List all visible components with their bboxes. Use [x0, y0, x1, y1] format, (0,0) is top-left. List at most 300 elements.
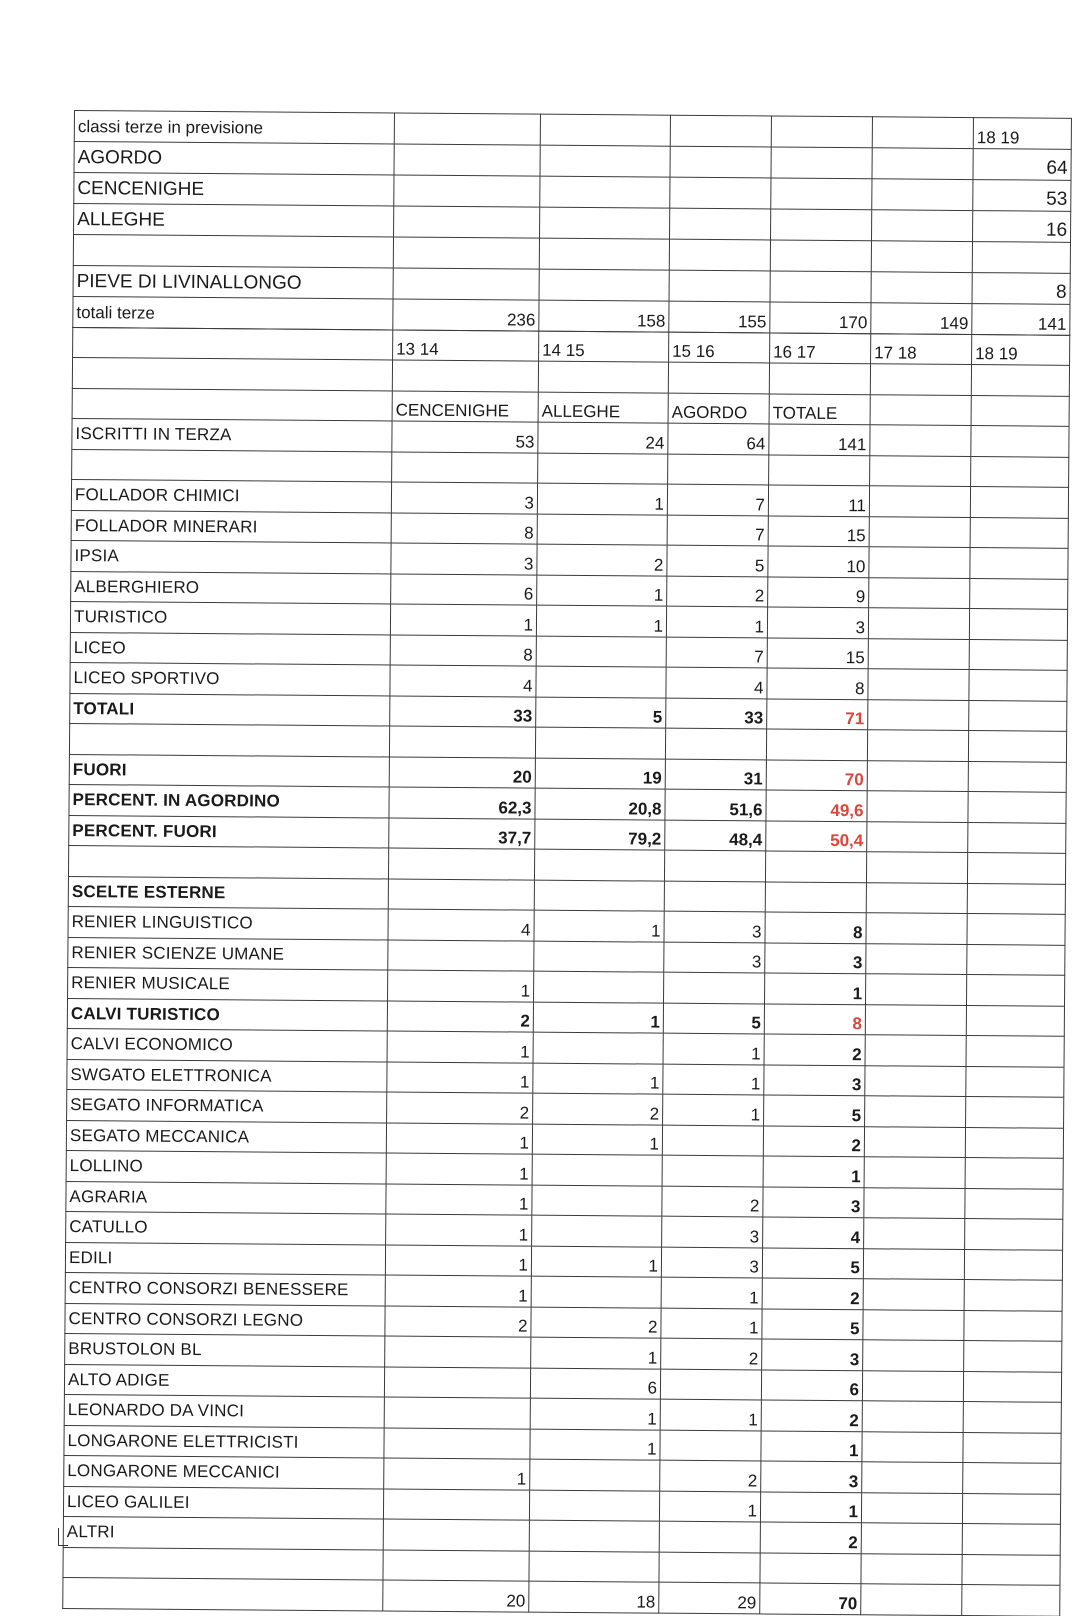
table-cell: 20 [383, 1580, 529, 1612]
table-cell [383, 1549, 529, 1581]
table-cell: AGORDO [668, 393, 769, 424]
table-cell: 141 [972, 304, 1070, 336]
table-cell [970, 517, 1068, 548]
table-cell: 8 [765, 912, 866, 943]
table-cell: 18 19 [973, 118, 1071, 150]
table-cell: 5 [762, 1308, 863, 1339]
table-cell [966, 1036, 1064, 1067]
table-cell [866, 974, 967, 1005]
table-cell [393, 237, 539, 269]
table-cell: 1 [385, 1275, 531, 1307]
table-cell [967, 883, 1065, 914]
table-cell [967, 853, 1065, 884]
table-cell: 1 [760, 1491, 861, 1522]
table-cell [394, 144, 540, 176]
table-cell: 1 [661, 1308, 762, 1339]
table-cell [384, 1427, 530, 1459]
table-cell [866, 882, 967, 913]
row-label: CENTRO CONSORZI LEGNO [65, 1303, 385, 1336]
row-label: LICEO SPORTIVO [70, 662, 390, 695]
table-cell [866, 913, 967, 944]
table-cell [533, 1032, 663, 1064]
row-label: TURISTICO [70, 601, 390, 634]
table-cell [534, 941, 664, 973]
row-label: RENIER MUSICALE [68, 967, 388, 1000]
table-cell: 8 [390, 635, 536, 667]
table-cell: 1 [533, 1002, 663, 1034]
table-cell [662, 1155, 763, 1186]
table-cell: 1 [765, 973, 866, 1004]
table-cell [872, 148, 973, 180]
row-label: LICEO GALILEI [63, 1486, 383, 1519]
table-cell: 1 [663, 1094, 764, 1125]
row-label: ISCRITTI IN TERZA [72, 418, 392, 451]
table-cell [662, 1125, 763, 1156]
table-cell [969, 700, 1067, 731]
table-cell [393, 268, 539, 300]
table-cell [540, 145, 670, 177]
row-label [63, 1547, 383, 1580]
row-label [72, 388, 392, 421]
table-cell: 79,2 [535, 819, 665, 851]
table-cell: 4 [763, 1217, 864, 1248]
table-cell [969, 670, 1067, 701]
table-cell: 155 [669, 301, 770, 333]
row-label [68, 845, 388, 878]
table-cell: 2 [537, 544, 667, 576]
table-cell: 170 [770, 302, 871, 334]
table-cell: 3 [767, 607, 868, 638]
row-label: TOTALI [70, 693, 390, 726]
row-label: PIEVE DI LIVINALLONGO [73, 265, 393, 299]
row-label: BRUSTOLON BL [65, 1333, 385, 1366]
table-cell [668, 362, 769, 393]
table-cell [962, 1585, 1060, 1616]
table-cell [532, 1185, 662, 1217]
table-cell [870, 425, 971, 456]
row-label [72, 449, 392, 482]
table-cell: 8 [391, 513, 537, 545]
table-cell: 2 [761, 1400, 862, 1431]
table-cell [385, 1336, 531, 1368]
table-cell: 20 [389, 756, 535, 788]
table-cell [670, 208, 771, 240]
row-label [73, 235, 393, 269]
table-cell [861, 1492, 962, 1523]
table-cell: 5 [536, 697, 666, 729]
table-cell: 1 [763, 1156, 864, 1187]
table-cell: 3 [391, 482, 537, 514]
table-cell [392, 360, 538, 392]
table-cell [867, 760, 968, 791]
table-cell: 149 [871, 303, 972, 335]
table-cell: 64 [973, 149, 1071, 181]
table-cell [965, 1158, 1063, 1189]
table-cell: 1 [534, 910, 664, 942]
table-cell [872, 117, 973, 149]
table-cell: TOTALE [769, 393, 870, 424]
table-cell: 3 [391, 543, 537, 575]
table-cell [863, 1279, 964, 1310]
row-label: SWGATO ELETTRONICA [67, 1059, 387, 1092]
table-cell [963, 1463, 1061, 1494]
table-cell [536, 666, 666, 698]
table-cell [966, 1097, 1064, 1128]
table-cell [972, 242, 1070, 274]
table-cell: 70 [766, 759, 867, 790]
table-cell: 8 [767, 668, 868, 699]
table-cell [970, 578, 1068, 609]
table-cell: 15 [768, 515, 869, 546]
table-cell: 1 [660, 1399, 761, 1430]
row-label: ALLEGHE [74, 204, 394, 238]
table-cell: 6 [761, 1369, 862, 1400]
table-cell: 2 [760, 1522, 861, 1553]
table-cell: 51,6 [665, 789, 766, 820]
table-cell [966, 975, 1064, 1006]
table-cell [970, 487, 1068, 518]
row-label: FUORI [69, 754, 389, 787]
table-cell [962, 1524, 1060, 1555]
table-cell [869, 547, 970, 578]
row-label: ALTO ADIGE [64, 1364, 384, 1397]
row-label [63, 1577, 383, 1610]
table-cell: 2 [387, 1092, 533, 1124]
page-edge-mark [58, 1528, 59, 1546]
table-cell [865, 1096, 966, 1127]
table-cell: 2 [533, 1093, 663, 1125]
table-cell [771, 209, 872, 241]
table-cell [766, 729, 867, 760]
table-cell [871, 210, 972, 242]
table-cell [760, 1552, 861, 1583]
table-cell [394, 113, 540, 145]
table-cell [394, 206, 540, 238]
table-cell [394, 175, 540, 207]
table-cell: 3 [664, 911, 765, 942]
table-cell: 5 [764, 1095, 865, 1126]
table-cell [388, 848, 534, 880]
table-cell: 1 [761, 1430, 862, 1461]
table-cell: 37,7 [389, 817, 535, 849]
row-label: totali terze [73, 296, 393, 330]
table-cell: 1 [663, 1033, 764, 1064]
table-cell: 53 [392, 421, 538, 453]
table-cell: 1 [532, 1124, 662, 1156]
table-cell: 158 [539, 300, 669, 332]
table-cell [536, 636, 666, 668]
row-label: PERCENT. FUORI [69, 815, 389, 848]
table-cell: 141 [769, 424, 870, 455]
table-cell: 4 [390, 665, 536, 697]
table-cell [971, 426, 1069, 457]
table-cell [868, 669, 969, 700]
table-cell: 18 19 [972, 334, 1070, 365]
table-row [63, 1577, 1060, 1615]
table-cell: 2 [667, 576, 768, 607]
row-label: SEGATO INFORMATICA [67, 1089, 387, 1122]
table-cell: 15 [767, 637, 868, 668]
table-cell: 2 [387, 1000, 533, 1032]
table-cell [869, 516, 970, 547]
table-cell [532, 1215, 662, 1247]
table-cell: 1 [387, 1031, 533, 1063]
table-cell: 1 [533, 1063, 663, 1095]
table-cell [538, 361, 668, 393]
table-cell [964, 1341, 1062, 1372]
row-label: ALBERGHIERO [71, 571, 391, 604]
table-cell: CENCENIGHE [392, 391, 538, 423]
table-cell [869, 486, 970, 517]
table-cell: 33 [390, 695, 536, 727]
table-cell [867, 730, 968, 761]
table-cell [963, 1432, 1061, 1463]
table-cell [864, 1187, 965, 1218]
table-cell [529, 1551, 659, 1583]
table-cell [871, 241, 972, 273]
table-cell: ALLEGHE [538, 392, 668, 424]
table-cell [659, 1552, 760, 1583]
table-cell: 1 [387, 1061, 533, 1093]
table-cell: 1 [531, 1337, 661, 1369]
table-cell: 1 [661, 1277, 762, 1308]
table-cell: 14 15 [539, 331, 669, 363]
table-cell [971, 395, 1069, 426]
row-label: RENIER LINGUISTICO [68, 906, 388, 939]
table-cell [539, 238, 669, 270]
table-cell: 3 [765, 942, 866, 973]
table-cell: 62,3 [389, 787, 535, 819]
table-cell: 6 [530, 1368, 660, 1400]
table-cell [539, 269, 669, 301]
table-cell [963, 1371, 1061, 1402]
table-cell [392, 452, 538, 484]
table-cell: 2 [763, 1125, 864, 1156]
row-label: LOLLINO [66, 1150, 386, 1183]
table-cell [861, 1523, 962, 1554]
table-cell [771, 178, 872, 210]
table-cell [862, 1462, 963, 1493]
table-cell [669, 239, 770, 271]
table-cell [868, 638, 969, 669]
table-cell [534, 880, 664, 912]
table-cell [864, 1157, 965, 1188]
table-cell: 19 [535, 758, 665, 790]
table-cell [771, 147, 872, 179]
table-cell: 1 [666, 606, 767, 637]
row-label: PERCENT. IN AGORDINO [69, 784, 389, 817]
table-cell: 4 [666, 667, 767, 698]
table-cell: 3 [664, 942, 765, 973]
table-cell [534, 971, 664, 1003]
table-cell [863, 1248, 964, 1279]
row-label: LONGARONE MECCANICI [64, 1455, 384, 1488]
table-cell [968, 761, 1066, 792]
table-cell [660, 1430, 761, 1461]
table-cell: 71 [767, 698, 868, 729]
table-cell [765, 851, 866, 882]
table-cell: 1 [530, 1429, 660, 1461]
table-cell [668, 454, 769, 485]
table-cell [867, 821, 968, 852]
row-label: CATULLO [66, 1211, 386, 1244]
row-label: CENTRO CONSORZI BENESSERE [65, 1272, 385, 1305]
table-cell: 8 [764, 1003, 865, 1034]
table-cell [964, 1249, 1062, 1280]
table-cell [869, 577, 970, 608]
table-cell [864, 1218, 965, 1249]
page-edge-tick [58, 1545, 68, 1546]
table-cell [388, 939, 534, 971]
table-cell [664, 881, 765, 912]
table-cell [866, 943, 967, 974]
table-cell [862, 1370, 963, 1401]
table-cell: 6 [391, 574, 537, 606]
table-cell [971, 365, 1069, 396]
table-cell: 1 [386, 1122, 532, 1154]
table-cell: 64 [668, 423, 769, 454]
table-cell: 53 [973, 180, 1071, 212]
table-cell: 1 [531, 1246, 661, 1278]
table-cell: 29 [659, 1582, 760, 1613]
row-label: FOLLADOR CHIMICI [71, 479, 391, 512]
table-cell [969, 609, 1067, 640]
table-cell [531, 1276, 661, 1308]
row-label: LEONARDO DA VINCI [64, 1394, 384, 1427]
row-label: CALVI TURISTICO [67, 998, 387, 1031]
table-cell: 1 [390, 604, 536, 636]
row-label: LICEO [70, 632, 390, 665]
table-cell [771, 116, 872, 148]
table-cell [965, 1127, 1063, 1158]
table-cell: 10 [768, 546, 869, 577]
row-label: classi terze in previsione [74, 111, 394, 145]
table-cell: 15 16 [669, 332, 770, 363]
table-cell: 50,4 [766, 820, 867, 851]
table-cell [770, 271, 871, 303]
table-cell: 1 [537, 483, 667, 515]
table-cell [388, 878, 534, 910]
table-cell: 49,6 [766, 790, 867, 821]
table-cell [529, 1520, 659, 1552]
row-label: LONGARONE ELETTRICISTI [64, 1425, 384, 1458]
row-label [69, 723, 389, 756]
table-cell [540, 176, 670, 208]
table-cell [537, 514, 667, 546]
row-label: SCELTE ESTERNE [68, 876, 388, 909]
table-cell: 1 [537, 575, 667, 607]
table-cell: 2 [660, 1460, 761, 1491]
table-cell [389, 726, 535, 758]
table-cell [871, 272, 972, 304]
row-label: RENIER SCIENZE UMANE [68, 937, 388, 970]
table-cell: 11 [768, 485, 869, 516]
table-cell: 13 14 [393, 330, 539, 362]
table-cell [769, 454, 870, 485]
table-cell [538, 453, 668, 485]
table-cell [530, 1459, 660, 1491]
table-cell [865, 1004, 966, 1035]
table-cell: 70 [760, 1583, 861, 1614]
row-label [73, 327, 393, 360]
table-cell: 48,4 [665, 820, 766, 851]
table-cell: 4 [388, 909, 534, 941]
table-cell [962, 1493, 1060, 1524]
table-cell: 1 [388, 970, 534, 1002]
table-cell: 1 [385, 1244, 531, 1276]
table-cell [384, 1366, 530, 1398]
table-cell: 16 17 [770, 332, 871, 363]
table-cell: 31 [665, 759, 766, 790]
row-label: SEGATO MECCANICA [66, 1120, 386, 1153]
table-cell: 1 [386, 1153, 532, 1185]
table-cell: 1 [384, 1458, 530, 1490]
table-cell [769, 363, 870, 394]
table-cell: 2 [661, 1338, 762, 1369]
row-label: CALVI ECONOMICO [67, 1028, 387, 1061]
table-cell [540, 114, 670, 146]
table-cell [535, 727, 665, 759]
table-cell [670, 177, 771, 209]
table-cell [970, 548, 1068, 579]
table-cell [540, 207, 670, 239]
table-cell [962, 1554, 1060, 1585]
table-cell: 33 [666, 698, 767, 729]
table-cell: 5 [667, 545, 768, 576]
table-cell: 5 [663, 1003, 764, 1034]
table-cell: 3 [761, 1461, 862, 1492]
table-cell [968, 792, 1066, 823]
table-cell: 3 [764, 1064, 865, 1095]
table-cell [383, 1519, 529, 1551]
row-label: AGRARIA [66, 1181, 386, 1214]
table-cell [532, 1154, 662, 1186]
table-cell: 7 [667, 484, 768, 515]
table-cell [968, 822, 1066, 853]
table-cell: 3 [763, 1186, 864, 1217]
row-label: AGORDO [74, 142, 394, 176]
row-label: CENCENIGHE [74, 173, 394, 207]
table-cell [670, 146, 771, 178]
table-cell [669, 270, 770, 302]
table-cell [868, 699, 969, 730]
table-cell [660, 1369, 761, 1400]
table-cell [866, 852, 967, 883]
table-cell: 1 [536, 605, 666, 637]
enrollment-table [62, 326, 1070, 1616]
table-cell: 236 [393, 299, 539, 331]
table-cell [863, 1340, 964, 1371]
table-cell: 1 [659, 1491, 760, 1522]
table-cell: 1 [530, 1398, 660, 1430]
table-cell: 16 [972, 211, 1070, 243]
table-cell [872, 179, 973, 211]
table-cell: 24 [538, 422, 668, 454]
table-cell: 17 18 [871, 333, 972, 364]
table-cell: 2 [531, 1307, 661, 1339]
table-cell [864, 1126, 965, 1157]
table-cell [966, 1005, 1064, 1036]
spreadsheet-page [63, 110, 1071, 1613]
table-cell [967, 944, 1065, 975]
row-label: FOLLADOR MINERARI [71, 510, 391, 543]
row-label: IPSIA [71, 540, 391, 573]
table-cell: 1 [386, 1183, 532, 1215]
table-cell [969, 639, 1067, 670]
table-cell: 1 [663, 1064, 764, 1095]
table-cell [870, 364, 971, 395]
table-cell [870, 455, 971, 486]
